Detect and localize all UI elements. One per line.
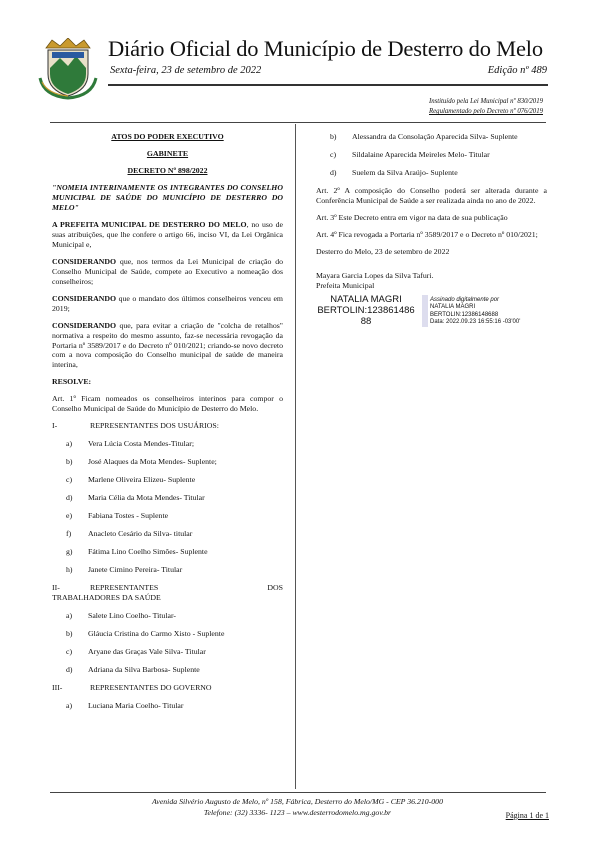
list-item [316, 168, 547, 178]
section-heading: ATOS DO PODER EXECUTIVO [111, 132, 224, 141]
considering-paragraph-3: CONSIDERANDO que, para evitar a criação de "colcha de retalhos" normativa a respeito do mesmo assunto, faz-se necessária revogação da Portaria nº 3589/2017 e do Decreto nº 010/2021; criando-se novo decreto com a nova composição do Conselho municipal de saúde de maneira interina, [52, 320, 283, 370]
list-item-marker: c) [66, 646, 73, 656]
left-column [52, 126, 283, 719]
list-item-text: Vera Lúcia Costa Mendes-Titular; [88, 439, 195, 449]
list-item-text: Maria Célia da Mota Mendes- Titular [88, 493, 205, 503]
coat-of-arms-logo [38, 38, 98, 100]
section-1-list [52, 439, 283, 575]
list-item-marker: e) [66, 511, 73, 521]
list-item-marker: f) [66, 529, 72, 539]
resolve-heading: RESOLVE: [52, 377, 92, 387]
column-divider [295, 124, 296, 789]
list-item-text: Fátima Lino Coelho Simões- Suplente [88, 547, 208, 557]
list-item-text: Adriana da Silva Barbosa- Suplente [88, 664, 200, 674]
footer-address: Avenida Silvério Augusto de Melo, nº 158, Fábrica, Desterro do Melo/MG - CEP 36.210-000 [152, 797, 443, 806]
header-rule [108, 84, 548, 86]
issue-date: Sexta-feira, 23 de setembro de 2022 [110, 65, 262, 76]
column-top-rule [50, 122, 546, 123]
footer-rule [50, 792, 546, 793]
signature-name: NATALIA MAGRI BERTOLIN:123861486 88 [317, 293, 415, 327]
list-item-text: Salete Lino Coelho- Titular- [88, 610, 176, 620]
list-item-marker: c) [66, 475, 73, 485]
list-item-marker: d) [66, 493, 73, 503]
considering-paragraph-1: CONSIDERANDO que, nos termos da Lei Municipal de criação do Conselho Municipal de Saúde, compete ao Executivo a nomeação dos conselheiros; [52, 256, 283, 286]
list-item-text: Aryane das Graças Vale Silva- Titular [88, 646, 206, 656]
article-4: Art. 4º Fica revogada a Portaria nº 3589/2017 e o Decreto nº 010/2021; [316, 229, 538, 239]
considering-paragraph-2: CONSIDERANDO que o mandato dos últimos conselheiros venceu em 2019; [52, 293, 283, 313]
article-3: Art. 3º Este Decreto entra em vigor na data de sua publicação [316, 212, 508, 222]
institution-note: Instituído pela Lei Municipal nº 830/2019 [428, 98, 543, 105]
list-item [52, 547, 283, 557]
list-item [52, 475, 283, 485]
list-item-marker: b) [330, 132, 337, 141]
list-item [52, 493, 283, 503]
list-item [52, 457, 283, 467]
list-item-marker: a) [66, 439, 73, 449]
preamble-paragraph: A PREFEITA MUNICIPAL DE DESTERRO DO MELO, no uso de suas atribuições, que lhe confere o artigo 66, inciso VI, da Lei Orgânica Municipal e, [52, 219, 283, 249]
list-item-marker: c) [330, 149, 337, 159]
footer-contact: Telefone: (32) 3336- 1123 – www.desterrodomelo.mg.gov.br [203, 808, 392, 817]
list-item-marker: d) [66, 664, 73, 674]
list-item-text: Sildalaine Aparecida Meireles Melo- Titular [352, 149, 490, 159]
list-item-text: Luciana Maria Coelho- Titular [88, 700, 184, 710]
place-and-date: Desterro do Melo, 23 de setembro de 2022 [316, 246, 450, 256]
list-item-marker: a) [66, 610, 73, 620]
list-item-text: Gláucia Cristina do Carmo Xisto - Suplente [88, 628, 225, 638]
list-item [52, 665, 283, 675]
signer-name: Mayara Garcia Lopes da Silva Tafuri. [316, 270, 434, 280]
list-item-text: Fabiana Tostes - Suplente [88, 511, 169, 521]
signer-role: Prefeita Municipal [316, 280, 375, 290]
list-item [52, 701, 283, 711]
list-item [52, 565, 283, 575]
decree-number: DECRETO Nº 898/2022 [127, 165, 208, 175]
edition-number: Edição nº 489 [487, 65, 547, 76]
article-1: Art. 1º Ficam nomeados os conselheiros interinos para compor o Conselho Municipal de Saúde do Município de Desterro do Melo. [52, 394, 283, 414]
list-item [52, 647, 283, 657]
page-number: Página 1 de 1 [505, 811, 549, 820]
list-item [316, 132, 547, 142]
list-item-text: Janete Cimino Pereira- Titular [88, 565, 183, 575]
list-item [52, 611, 283, 621]
list-item [52, 529, 283, 539]
government-list-continued [316, 132, 547, 178]
list-item-text: Alessandra da Consolação Aparecida Silva- Suplente [352, 132, 518, 141]
list-item [52, 629, 283, 639]
list-item-marker: b) [66, 628, 73, 638]
section-1-heading: I- REPRESENTANTES DOS USUÁRIOS: [52, 421, 219, 431]
list-item-text: Marlene Oliveira Elizeu- Suplente [88, 475, 196, 485]
list-item-text: José Alaques da Mota Mendes- Suplente; [88, 457, 217, 467]
article-2: Art. 2º A composição do Conselho poderá ser alterada durante a Conferência Municipal de Saúde a ser realizada ainda no ano de 2022. [316, 185, 547, 205]
digital-signature-block [316, 295, 547, 328]
list-item [52, 511, 283, 521]
list-item [52, 439, 283, 449]
section-2-heading: II- REPRESENTANTES DOS TRABALHADORES DA SAÚDE [52, 583, 283, 602]
section-3-heading: III- REPRESENTANTES DO GOVERNO [52, 682, 212, 692]
list-item-text: Suelem da Silva Araújo- Suplente [352, 167, 458, 177]
section-3-list [52, 701, 283, 711]
regulation-note: Regulamentado pelo Decreto nº 076/2019 [429, 108, 543, 115]
list-item-text: Anacleto Cesário da Silva- titular [88, 529, 193, 539]
section-2-list [52, 611, 283, 675]
list-item-marker: g) [66, 547, 73, 557]
list-item-marker: b) [66, 457, 73, 467]
decree-summary: "NOMEIA INTERINAMENTE OS INTEGRANTES DO CONSELHO MUNICIPAL DE SAÚDE DO MUNICÍPIO DE DESTERRO DO MELO" [52, 182, 283, 212]
newspaper-title: Diário Oficial do Município de Desterro do Melo [108, 36, 543, 61]
list-item-marker: h) [66, 565, 73, 575]
right-column [316, 126, 547, 327]
subsection-heading: GABINETE [146, 148, 189, 158]
signature-details: Assinado digitalmente por NATALIA MAGRI BERTOLIN:12386148688 Data: 2022.09.23 16:55:16 -03'00' [422, 295, 520, 328]
list-item-marker: d) [330, 167, 337, 177]
list-item-marker: a) [66, 700, 73, 710]
list-item [316, 150, 547, 160]
